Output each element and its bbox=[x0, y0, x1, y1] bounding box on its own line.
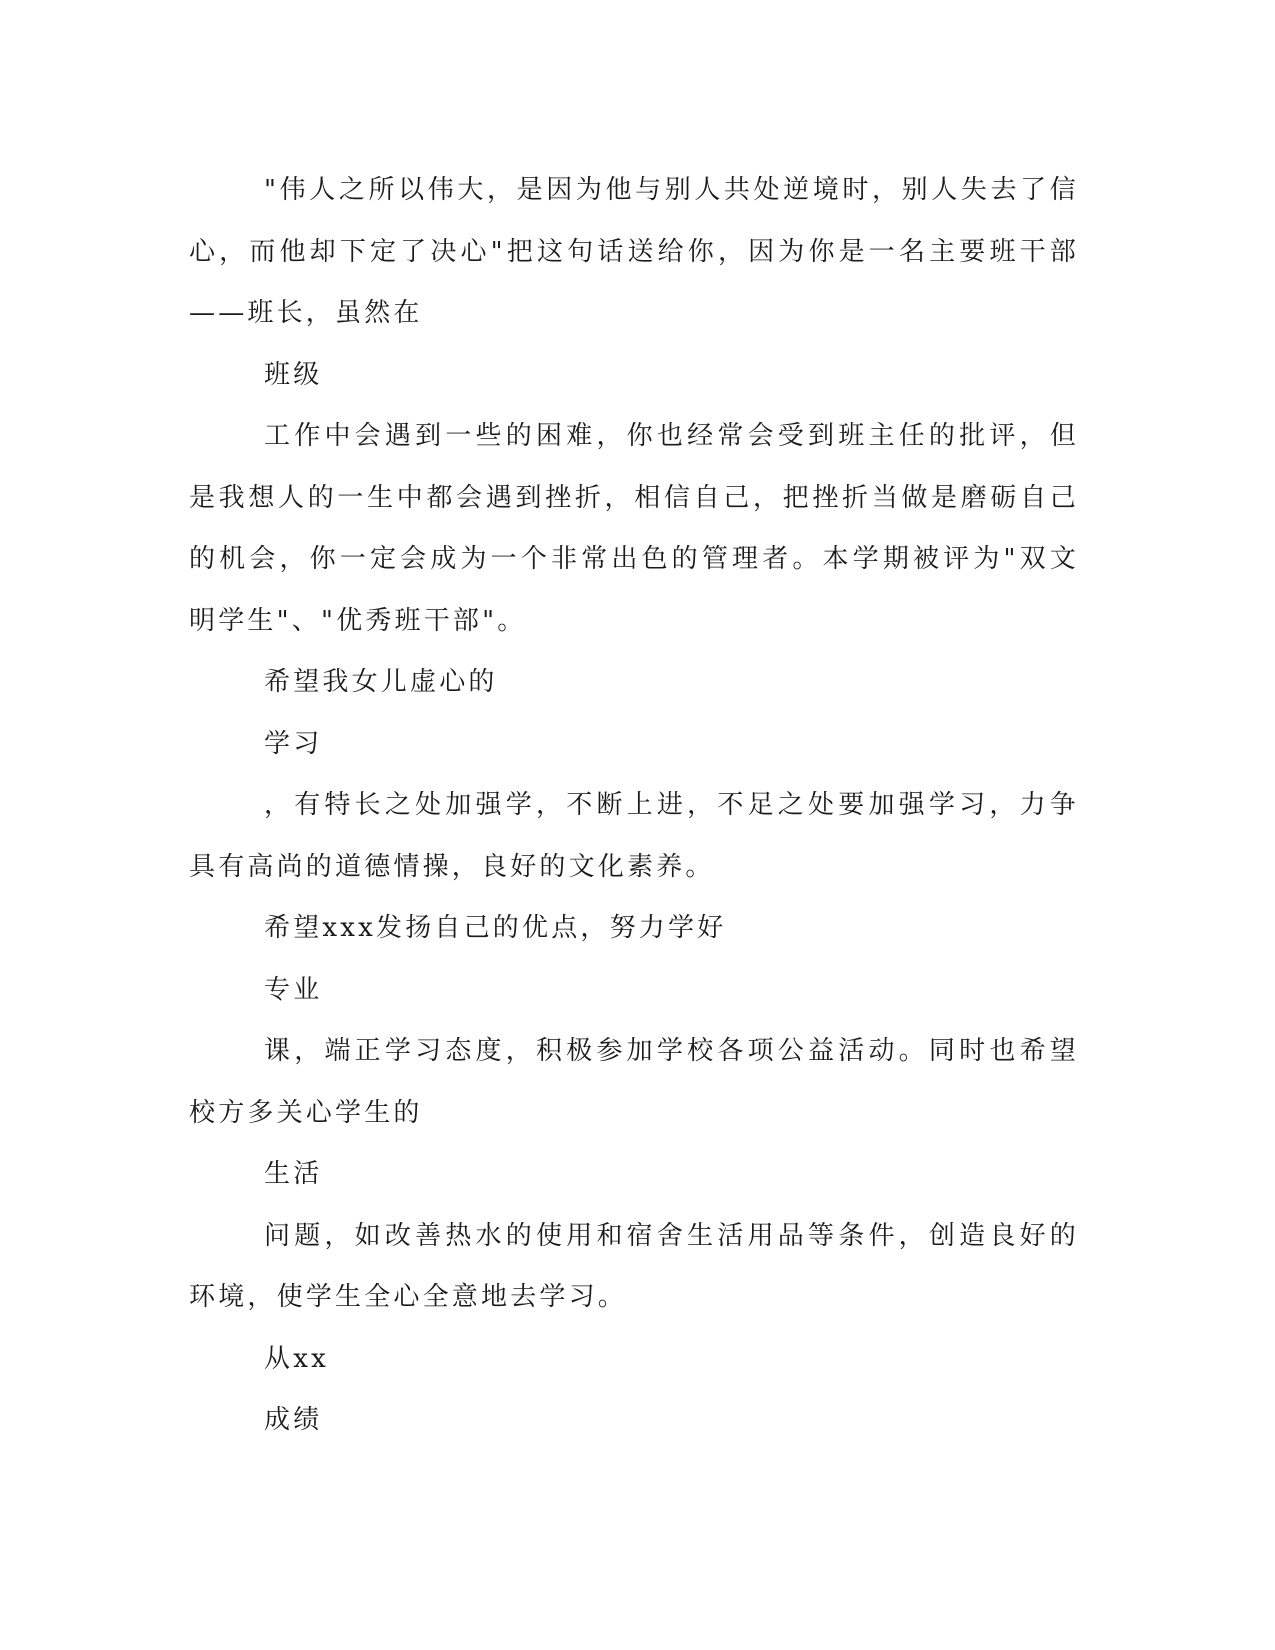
paragraph: 工作中会遇到一些的困难，你也经常会受到班主任的批评，但是我想人的一生中都会遇到挫折，相信自己，把挫折当做是磨砺自己的机会，你一定会成为一个非常出色的管理者。本学期被评为"双文明学生"、"优秀班干部"。 bbox=[189, 421, 1079, 636]
paragraph: 专业 bbox=[264, 974, 323, 1005]
paragraph: 问题，如改善热水的使用和宿舍生活用品等条件，创造良好的环境，使学生全心全意地去学习。 bbox=[189, 1220, 1079, 1312]
paragraph: 生活 bbox=[264, 1159, 323, 1189]
paragraph: 希望我女儿虚心的 bbox=[264, 667, 498, 697]
paragraph: 学习 bbox=[264, 728, 323, 759]
paragraph: "伟人之所以伟大，是因为他与别人共处逆境时，别人失去了信心，而他却下定了决心"把这句话送给你，因为你是一名主要班干部——班长，虽然在 bbox=[189, 175, 1079, 328]
paragraph: 课，端正学习态度，积极参加学校各项公益活动。同时也希望校方多关心学生的 bbox=[189, 1036, 1079, 1128]
document-body bbox=[189, 160, 1079, 1452]
paragraph: 班级 bbox=[264, 359, 323, 390]
paragraph: 成绩 bbox=[264, 1405, 323, 1435]
paragraph: 希望xxx发扬自己的优点，努力学好 bbox=[264, 913, 727, 943]
paragraph: ，有特长之处加强学，不断上进，不足之处要加强学习，力争具有高尚的道德情操，良好的文化素养。 bbox=[189, 790, 1079, 882]
paragraph: 从xx bbox=[264, 1343, 329, 1374]
